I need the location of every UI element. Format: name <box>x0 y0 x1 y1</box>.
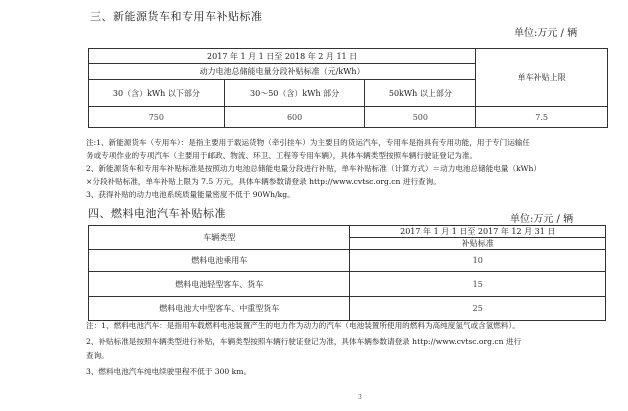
value-cell-1: 750 <box>89 107 225 128</box>
col-header-2: 30～50（含）kWh 部分 <box>224 80 365 107</box>
truck-subsidy-table <box>88 48 608 128</box>
subsidy-value-cell: 15 <box>350 272 606 297</box>
section4-title: 四、燃料电池汽车补贴标准 <box>88 207 226 220</box>
vehicle-type-cell: 燃料电池大中型客车、中重型货车 <box>89 297 350 321</box>
vehicle-type-cell: 燃料电池乘用车 <box>89 250 350 272</box>
subsidy-value-cell: 25 <box>350 297 606 321</box>
section3-note-line: 3、获得补贴的动力电池系统质量能量密度不低于 90Wh/kg。 <box>86 190 295 199</box>
section3-note-line: 务或专项作业的专项汽车（主要用于邮政、物流、环卫、工程等专用车辆），具体车辆类型按照车辆行驶证登记为准。 <box>86 151 478 160</box>
section4-note-line: 3、燃料电池汽车纯电续驶里程不低于 300 km。 <box>86 367 252 376</box>
cap-header: 单车补贴上限 <box>476 49 608 107</box>
period-cell: 2017 年 1 月 1 日至 2017 年 12 月 31 日 <box>350 226 606 238</box>
section4-note-line: 查询。 <box>86 351 109 360</box>
section4-unit: 单位:万元 / 辆 <box>510 214 574 225</box>
section4-note-line: 注：1、燃料电池汽车：是指用车载燃料电池装置产生的电力作为动力的汽车（电池装置所使用的燃料为高纯度氢气或含氢燃料）。 <box>86 321 520 330</box>
page-number: 3 <box>358 394 362 401</box>
value-cell-3: 500 <box>365 107 476 128</box>
subsidy-value-cell: 10 <box>350 250 606 272</box>
section3-note-line: ×分段补贴标准，单车补贴上限为 7.5 万元，具体车辆参数请登录 http://www.cvtsc.org.cn 进行查询。 <box>86 177 441 186</box>
std-header: 补贴标准 <box>350 238 606 250</box>
section3-note-line: 注:1、新能源货车（专用车）：是指主要用于载运货物（牵引挂车）为主要目的货运汽车，专用车是指具有专用功能，用于专门运输任 <box>86 138 531 147</box>
fuel-cell-subsidy-table <box>88 225 606 321</box>
section4-note-line: 2、补贴标准是按照车辆类型进行补贴，车辆类型按照车辆行驶证登记为准，具体车辆参数请登录 http://www.cvtsc.org.cn 进行 <box>86 337 522 346</box>
section3-title: 三、新能源货车和专用车补贴标准 <box>90 10 263 23</box>
cap-value-cell: 7.5 <box>476 107 608 128</box>
energy-header: 动力电池总储能电量分段补贴标准（元/kWh） <box>89 64 476 80</box>
vehicle-type-cell: 燃料电池轻型客车、货车 <box>89 272 350 297</box>
col-header-1: 30（含）kWh 以下部分 <box>89 80 225 107</box>
period-cell: 2017 年 1 月 1 日至 2018 年 2 月 11 日 <box>89 49 476 64</box>
section3-unit: 单位:万元 / 辆 <box>514 28 578 39</box>
section3-note-line: 2、新能源货车和专用车补贴标准是按照动力电池总储能电量分段进行补贴，单车补贴标准（计算方式）＝动力电池总储能电量（kWh） <box>86 164 541 173</box>
col-header-3: 50kWh 以上部分 <box>365 80 476 107</box>
type-header: 车辆类型 <box>89 226 350 250</box>
value-cell-2: 600 <box>224 107 365 128</box>
